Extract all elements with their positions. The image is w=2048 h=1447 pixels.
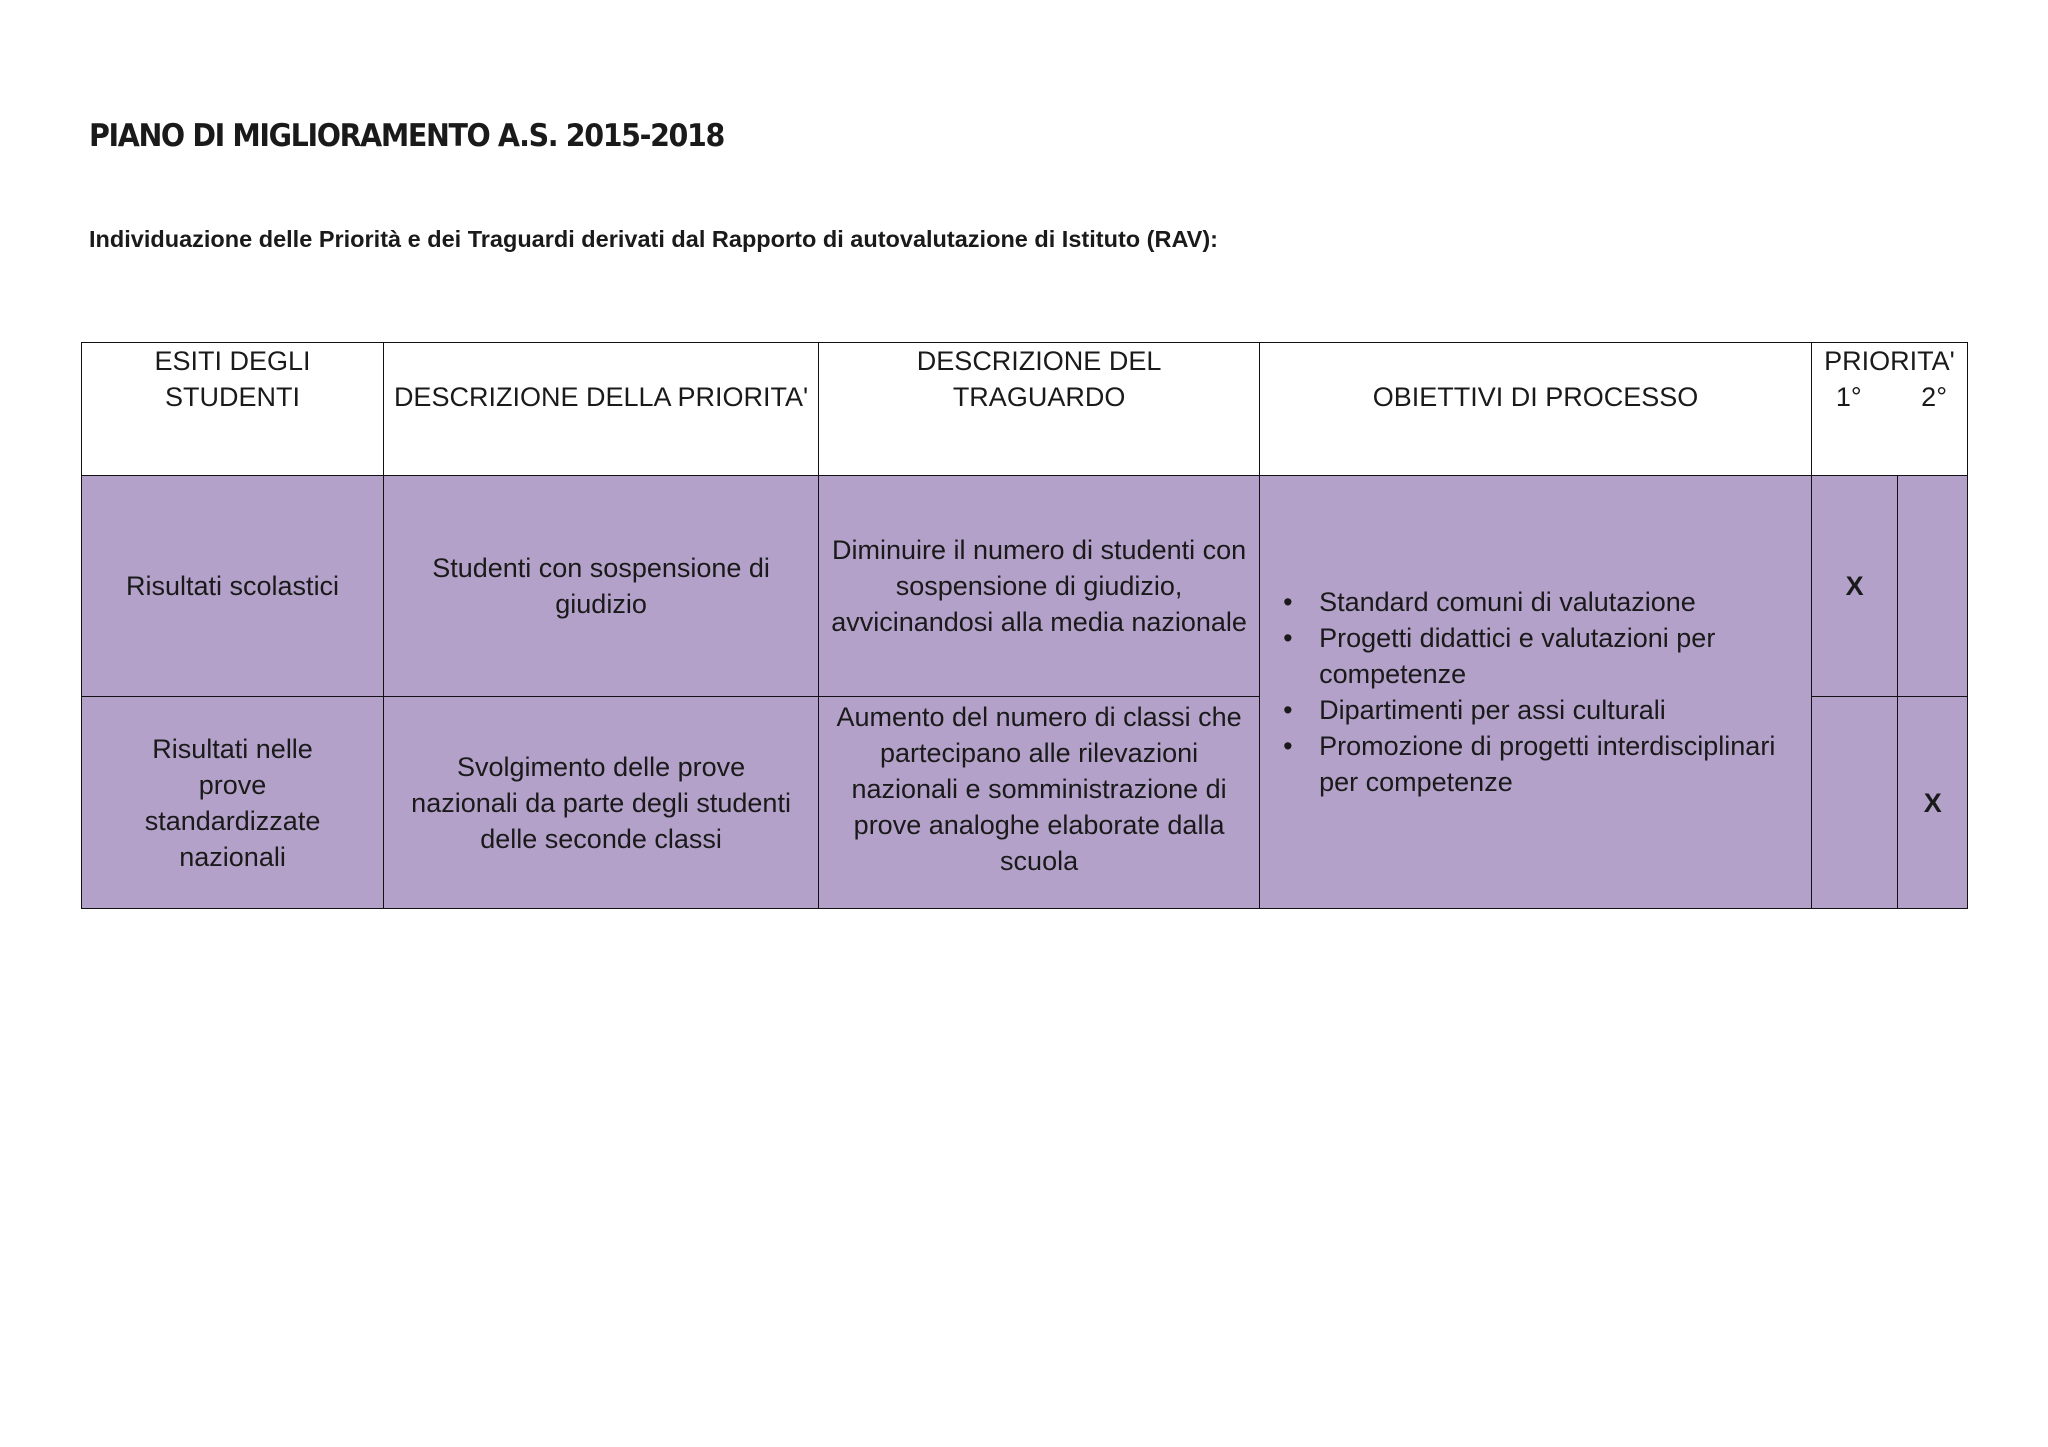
bullet-icon: • [1283,623,1293,653]
header-priorita-desc [384,343,819,476]
list-item [1283,692,1805,728]
list-item [1283,620,1805,692]
table-row [82,476,1968,697]
obiettivo-text: Standard comuni di valutazione [1319,587,1696,617]
cell-priorita-1 [1811,476,1898,697]
esiti-text: Risultati scolastici [126,571,340,601]
cell-esiti [82,476,384,697]
header-esiti [82,343,384,476]
header-priorita-second: 2° [1921,382,1947,412]
header-obiettivi-label: OBIETTIVI DI PROCESSO [1372,382,1699,412]
header-esiti-line2: STUDENTI [165,382,301,412]
document-title: PIANO DI MIGLIORAMENTO A.S. 2015-2018 [89,118,724,154]
cell-descrizione-traguardo [819,697,1260,909]
cell-priorita-1 [1811,697,1898,909]
priorities-table [81,342,1968,909]
header-priorita [1811,343,1967,476]
cell-priorita-2 [1898,697,1968,909]
bullet-icon: • [1283,731,1293,761]
header-esiti-line1: ESITI DEGLI [154,346,311,376]
cell-descrizione-traguardo [819,476,1260,697]
obiettivo-text: Promozione di progetti interdisciplinari per competenze [1319,731,1776,797]
list-item [1283,728,1805,800]
obiettivi-list [1266,584,1805,800]
list-item [1283,584,1805,620]
header-traguardo [819,343,1260,476]
header-traguardo-line2: TRAGUARDO [952,382,1126,412]
cell-esiti [82,697,384,909]
descrizione-traguardo-text: Diminuire il numero di studenti con sospensione di giudizio, avvicinandosi alla media nazionale [831,535,1247,637]
esiti-text: Risultati nelle prove standardizzate nazionali [144,733,321,872]
cell-priorita-2 [1898,476,1968,697]
bullet-icon: • [1283,695,1293,725]
document-subtitle: Individuazione delle Priorità e dei Traguardi derivati dal Rapporto di autovalutazione di Istituto (RAV): [89,226,1218,252]
table-header-row [82,343,1968,476]
cell-descrizione-priorita [384,697,819,909]
header-traguardo-line1: DESCRIZIONE DEL [916,346,1162,376]
header-priorita-label: PRIORITA' [1824,346,1955,376]
cell-obiettivi-processo [1260,476,1812,909]
descrizione-priorita-text: Svolgimento delle prove nazionali da parte degli studenti delle seconde classi [411,751,791,854]
descrizione-traguardo-text: Aumento del numero di classi che partecipano alle rilevazioni nazionali e somministrazione di prove analoghe elaborate dalla scuola [836,702,1242,876]
descrizione-priorita-text: Studenti con sospensione di giudizio [432,553,770,619]
obiettivo-text: Dipartimenti per assi culturali [1319,695,1666,725]
bullet-icon: • [1283,587,1293,617]
header-priorita-desc-label: DESCRIZIONE DELLA PRIORITA' [393,382,809,412]
priorita-1-mark: X [1845,571,1864,601]
header-obiettivi [1260,343,1812,476]
priorita-2-mark: X [1923,787,1942,818]
obiettivo-text: Progetti didattici e valutazioni per competenze [1319,623,1716,689]
header-priorita-first: 1° [1835,382,1862,412]
cell-descrizione-priorita [384,476,819,697]
